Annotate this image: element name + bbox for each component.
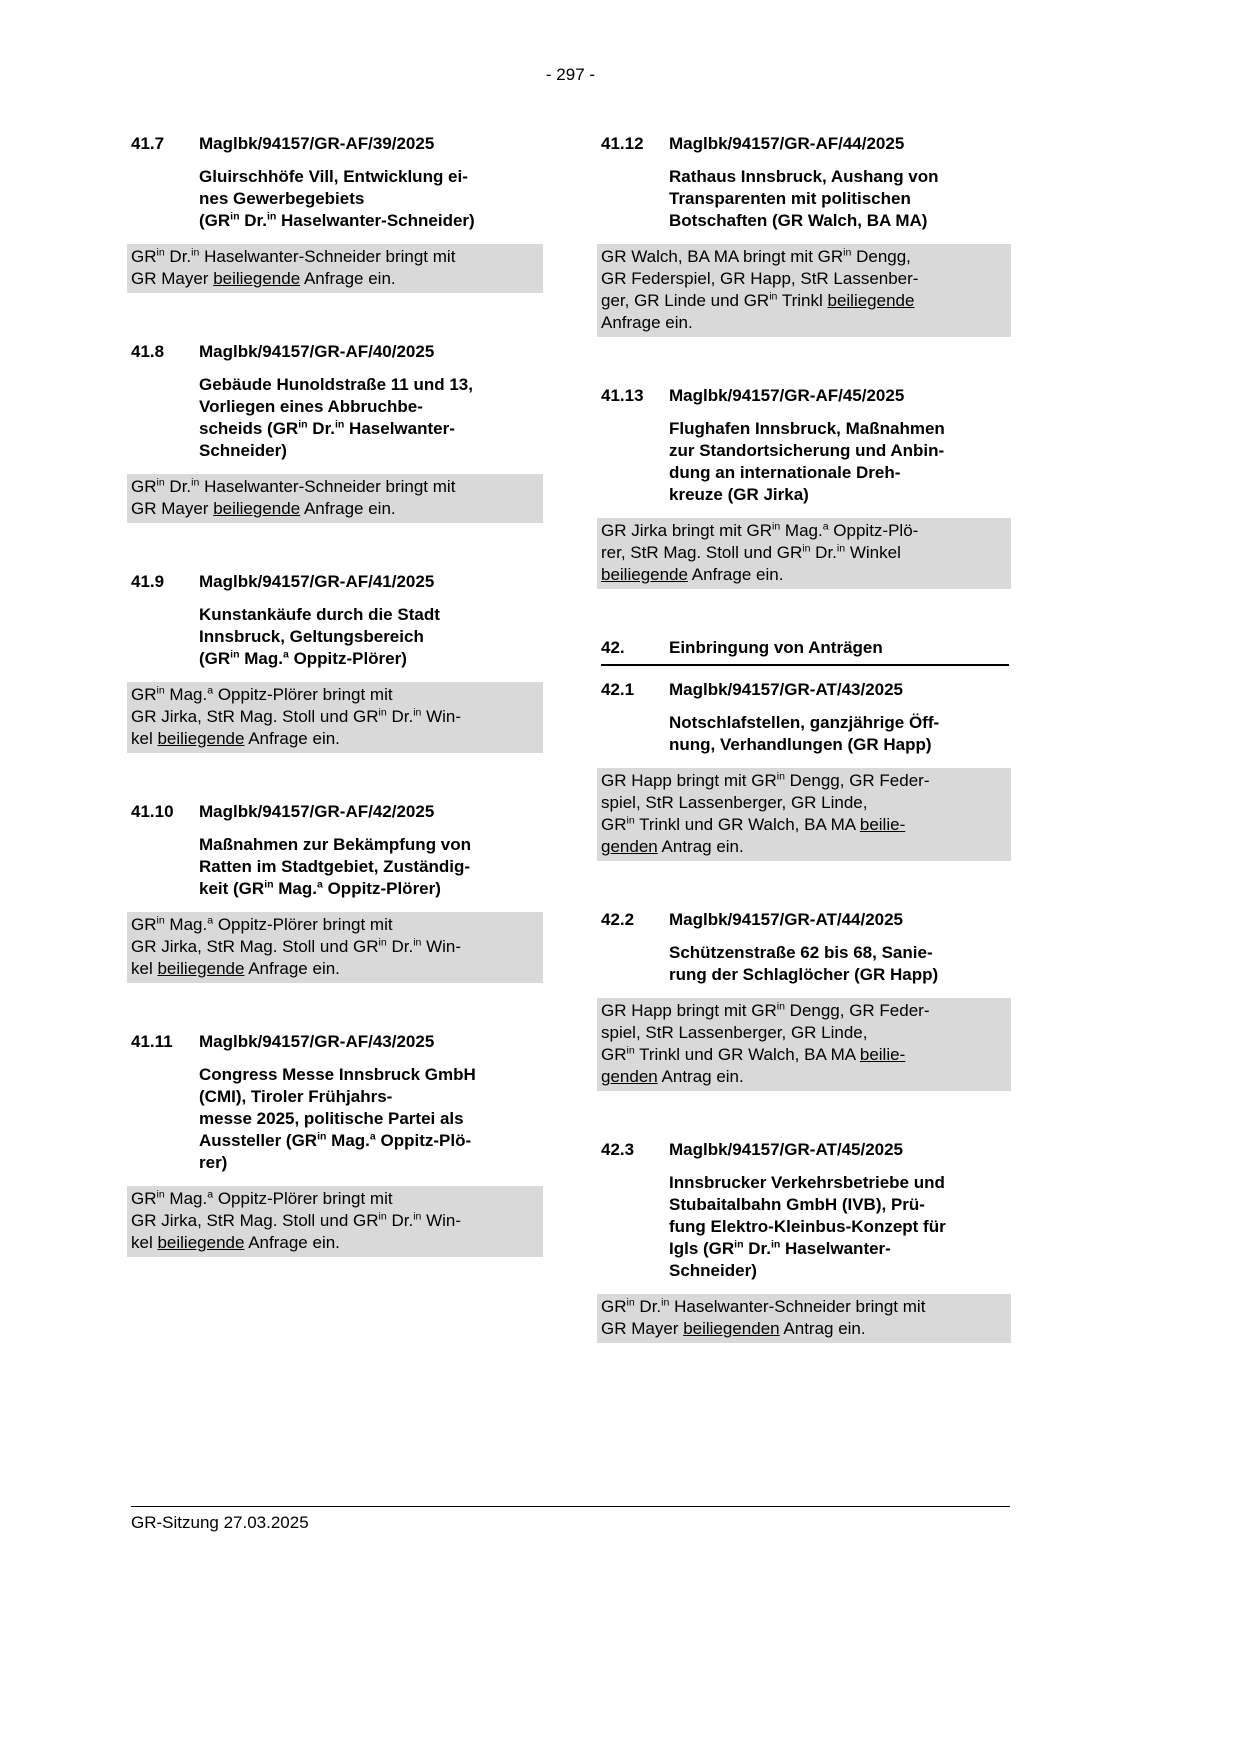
section-title: Einbringung von Anträgen xyxy=(669,638,883,657)
section-heading-42 xyxy=(601,637,1009,666)
item-head xyxy=(131,801,541,823)
item-number: 41.8 xyxy=(131,342,165,361)
agenda-item-41-8 xyxy=(131,341,541,523)
footer-session-label: GR-Sitzung 27.03.2025 xyxy=(131,1513,309,1532)
item-reference: Maglbk/94157/GR-AT/45/2025 xyxy=(669,1140,904,1159)
note-text: $GR^{in}$ Mag.$^a$ Oppitz-Plörer bringt mit GR Jirka, StR Mag. Stoll und $GR^{in}$ Dr.$^{in}$ Win- kel xyxy=(131,684,462,748)
column-left xyxy=(131,133,541,1305)
note-text: Anfrage ein. xyxy=(244,1233,340,1252)
item-head xyxy=(131,1031,541,1053)
item-reference: Maglbk/94157/GR-AF/42/2025 xyxy=(199,802,435,821)
agenda-item-41-13 xyxy=(601,385,1009,589)
item-number: 41.9 xyxy=(131,572,165,591)
note-text: Anfrage ein. xyxy=(300,499,396,518)
agenda-item-42-3 xyxy=(601,1139,1009,1343)
item-title: Maßnahmen zur Bekämpfung von Ratten im Stadtgebiet, Zuständig- keit ($GR^{in}$ Mag.$^a$ Oppitz-Plörer) xyxy=(199,835,472,898)
note-text: Antrag ein. xyxy=(657,1067,744,1086)
note-underlined-word: beiliegende xyxy=(157,1233,245,1252)
agenda-item-41-10 xyxy=(131,801,541,983)
note-underlined-word: beiliegende xyxy=(827,291,915,310)
item-note xyxy=(597,244,1011,337)
item-title: Schützenstraße 62 bis 68, Sanie- rung der Schlaglöcher (GR Happ) xyxy=(669,943,939,984)
note-underlined-word: beiliegende xyxy=(157,959,245,978)
item-note xyxy=(597,1294,1011,1343)
note-text: Anfrage ein. xyxy=(244,959,340,978)
item-note xyxy=(127,244,543,293)
footer-divider xyxy=(131,1506,1010,1507)
item-title: Rathaus Innsbruck, Aushang von Transparenten mit politischen Botschaften (GR Walch, BA MA) xyxy=(669,167,939,230)
item-head xyxy=(131,133,541,155)
note-underlined-word: beilie- genden xyxy=(601,815,906,856)
agenda-item-41-7 xyxy=(131,133,541,293)
item-reference: Maglbk/94157/GR-AF/40/2025 xyxy=(199,342,435,361)
item-note xyxy=(597,998,1011,1091)
note-text: $GR^{in}$ Mag.$^a$ Oppitz-Plörer bringt mit GR Jirka, StR Mag. Stoll und $GR^{in}$ Dr.$^{in}$ Win- kel xyxy=(131,914,462,978)
note-text: $GR^{in}$ Mag.$^a$ Oppitz-Plörer bringt mit GR Jirka, StR Mag. Stoll und $GR^{in}$ Dr.$^{in}$ Win- kel xyxy=(131,1188,462,1252)
item-number: 41.12 xyxy=(601,134,644,153)
item-reference: Maglbk/94157/GR-AT/44/2025 xyxy=(669,910,904,929)
note-text: GR Walch, BA MA bringt mit $GR^{in}$ Dengg, GR Federspiel, GR Happ, StR Lassenber- ger, GR Linde und $GR^{in}$ Trinkl xyxy=(601,246,919,310)
item-head xyxy=(601,1139,1009,1161)
item-note xyxy=(127,682,543,753)
note-text: $GR^{in}$ Dr.$^{in}$ Haselwanter-Schneider bringt mit GR Mayer xyxy=(601,1296,926,1338)
item-note xyxy=(127,474,543,523)
item-note xyxy=(127,1186,543,1257)
note-underlined-word: beiliegende xyxy=(213,499,301,518)
item-number: 41.10 xyxy=(131,802,174,821)
agenda-item-41-9 xyxy=(131,571,541,753)
item-note xyxy=(597,518,1011,589)
item-title: Innsbrucker Verkehrsbetriebe und Stubaitalbahn GmbH (IVB), Prü- fung Elektro-Kleinbus-Konzept für Igls ($GR^{in}$ Dr.$^{in}$ Haselwanter- Schneider) xyxy=(669,1173,946,1280)
item-head xyxy=(601,909,1009,931)
note-text: Antrag ein. xyxy=(779,1319,866,1338)
item-number: 41.7 xyxy=(131,134,165,153)
item-reference: Maglbk/94157/GR-AF/45/2025 xyxy=(669,386,905,405)
item-head xyxy=(601,385,1009,407)
note-text: Anfrage ein. xyxy=(687,565,784,584)
page-number: - 297 - xyxy=(545,65,596,84)
agenda-item-41-11 xyxy=(131,1031,541,1257)
item-number: 42.3 xyxy=(601,1140,635,1159)
item-title: Kunstankäufe durch die Stadt Innsbruck, Geltungsbereich ($GR^{in}$ Mag.$^a$ Oppitz-Plörer) xyxy=(199,605,440,668)
note-text: $GR^{in}$ Dr.$^{in}$ Haselwanter-Schneider bringt mit GR Mayer xyxy=(131,246,456,288)
note-underlined-word: beiliegenden xyxy=(683,1319,780,1338)
note-underlined-word: beiliegende xyxy=(601,565,688,584)
agenda-item-41-12 xyxy=(601,133,1009,337)
item-note xyxy=(597,768,1011,861)
item-number: 42.2 xyxy=(601,910,635,929)
item-note xyxy=(127,912,543,983)
note-text: Anfrage ein. xyxy=(601,313,693,332)
item-reference: Maglbk/94157/GR-AF/39/2025 xyxy=(199,134,435,153)
item-title: Congress Messe Innsbruck GmbH (CMI), Tiroler Frühjahrs- messe 2025, politische Partei als Aussteller ($GR^{in}$ Mag.$^a$ Oppitz-Plö- rer) xyxy=(199,1065,476,1172)
agenda-item-42-1 xyxy=(601,679,1009,861)
section-number: 42. xyxy=(601,638,625,657)
agenda-item-42-2 xyxy=(601,909,1009,1091)
item-title: Notschlafstellen, ganzjährige Öff- nung, Verhandlungen (GR Happ) xyxy=(669,713,940,754)
note-text: $GR^{in}$ Dr.$^{in}$ Haselwanter-Schneider bringt mit GR Mayer xyxy=(131,476,456,518)
note-text: Anfrage ein. xyxy=(300,269,396,288)
note-text: Antrag ein. xyxy=(657,837,744,856)
note-text: Anfrage ein. xyxy=(244,729,340,748)
item-reference: Maglbk/94157/GR-AF/41/2025 xyxy=(199,572,435,591)
note-text: GR Happ bringt mit $GR^{in}$ Dengg, GR Feder- spiel, StR Lassenberger, GR Linde, $GR^{in}$ Trinkl und GR Walch, BA MA xyxy=(601,770,930,834)
item-head xyxy=(131,571,541,593)
item-title: Gebäude Hunoldstraße 11 und 13, Vorliegen eines Abbruchbe- scheids ($GR^{in}$ Dr.$^{in}$ Haselwanter- Schneider) xyxy=(199,375,473,460)
note-text: GR Jirka bringt mit $GR^{in}$ Mag.$^a$ Oppitz-Plö- rer, StR Mag. Stoll und $GR^{in}$ Dr.$^{in}$ Winkel xyxy=(601,520,919,562)
item-reference: Maglbk/94157/GR-AT/43/2025 xyxy=(669,680,904,699)
note-underlined-word: beiliegende xyxy=(157,729,245,748)
item-reference: Maglbk/94157/GR-AF/43/2025 xyxy=(199,1032,435,1051)
item-title: Gluirschhöfe Vill, Entwicklung ei- nes Gewerbegebiets ($GR^{in}$ Dr.$^{in}$ Haselwanter-Schneider) xyxy=(199,167,475,230)
item-number: 41.13 xyxy=(601,386,644,405)
item-number: 41.11 xyxy=(131,1032,173,1051)
item-head xyxy=(601,679,1009,701)
note-text: GR Happ bringt mit $GR^{in}$ Dengg, GR Feder- spiel, StR Lassenberger, GR Linde, $GR^{in}$ Trinkl und GR Walch, BA MA xyxy=(601,1000,930,1064)
item-number: 42.1 xyxy=(601,680,635,699)
item-head xyxy=(131,341,541,363)
item-head xyxy=(601,133,1009,155)
item-title: Flughafen Innsbruck, Maßnahmen zur Standortsicherung und Anbin- dung an internationale Dreh- kreuze (GR Jirka) xyxy=(669,419,945,504)
note-underlined-word: beilie- genden xyxy=(601,1045,906,1086)
item-reference: Maglbk/94157/GR-AF/44/2025 xyxy=(669,134,905,153)
note-underlined-word: beiliegende xyxy=(213,269,301,288)
column-right xyxy=(601,133,1009,1391)
